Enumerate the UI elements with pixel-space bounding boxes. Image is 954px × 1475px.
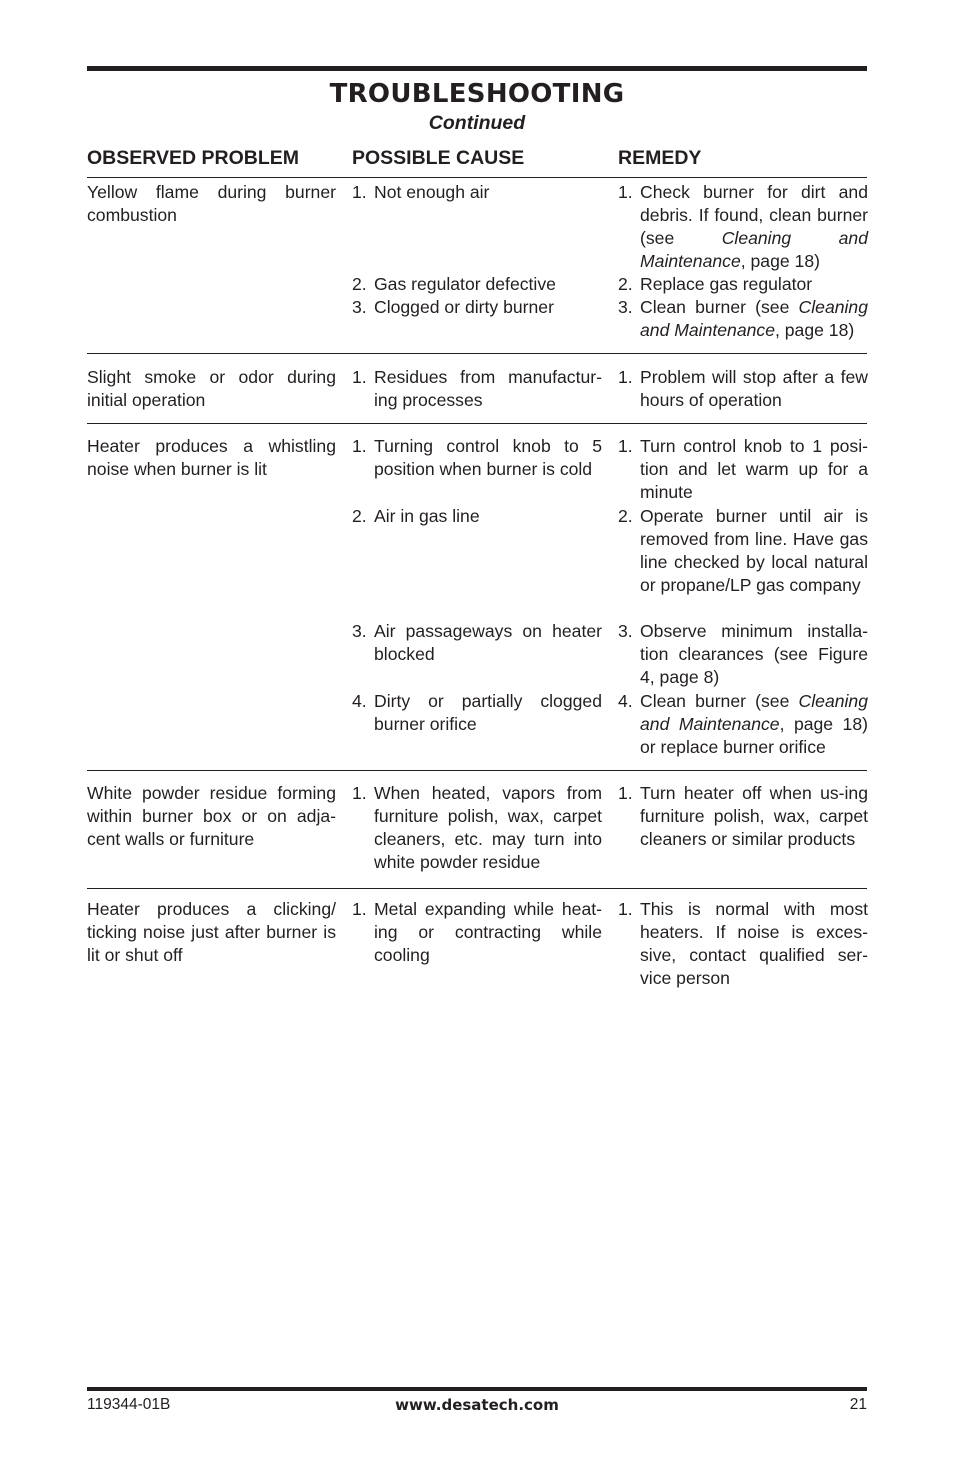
row-3-cause-4: 4. Dirty or partially clogged burner orifice: [352, 691, 602, 735]
row-1-remedy-1: 1. Check burner for dirt and debris. If found, clean burner (see Cleaning and Maintenance, page 18): [618, 182, 868, 272]
footer-rule: [87, 1387, 867, 1391]
row-separator: [87, 770, 867, 771]
header-rule: [87, 177, 867, 178]
page-number: 21: [849, 1396, 867, 1413]
row-separator: [87, 888, 867, 889]
row-4-problem: White powder residue forming within burner box or on adja-cent walls or furniture: [87, 783, 336, 850]
row-5-cause-1: 1. Metal expanding while heat-ing or contracting while cooling: [352, 899, 602, 966]
table-header: [87, 147, 867, 173]
column-header-cause: POSSIBLE CAUSE: [352, 147, 525, 169]
row-1-remedy-2: 2. Replace gas regulator: [618, 274, 813, 294]
row-1-remedy-3: 3. Clean burner (see Cleaning and Maintenance, page 18): [618, 297, 868, 341]
row-separator: [87, 423, 867, 424]
page-title: TROUBLESHOOTING: [329, 79, 625, 109]
row-1-cause-1: 1. Not enough air: [352, 182, 490, 202]
row-separator: [87, 353, 867, 354]
column-header-problem: OBSERVED PROBLEM: [87, 147, 300, 169]
row-2-problem: Slight smoke or odor during initial operation: [87, 367, 336, 411]
row-3-remedy-1: 1. Turn control knob to 1 posi-tion and let warm up for a minute: [618, 436, 868, 503]
row-3-remedy-2: 2. Operate burner until air is removed from line. Have gas line checked by local natural or propane/LP gas company: [618, 506, 868, 596]
row-4-cause-1: 1. When heated, vapors from furniture polish, wax, carpet cleaners, etc. may turn into white powder residue: [352, 783, 602, 873]
row-2-cause-1: 1. Residues from manufactur-ing processes: [352, 367, 602, 411]
row-1-problem: Yellow flame during burner combustion: [87, 182, 336, 226]
row-1-cause-2: 2. Gas regulator defective: [352, 274, 556, 294]
row-3-problem: Heater produces a whistling noise when burner is lit: [87, 436, 336, 480]
row-1-cause-3: 3. Clogged or dirty burner: [352, 297, 554, 317]
row-5-remedy-1: 1. This is normal with most heaters. If noise is exces-sive, contact qualified ser-vice person: [618, 899, 868, 989]
row-3-cause-3: 3. Air passageways on heater blocked: [352, 621, 602, 665]
website-link[interactable]: www.desatech.com: [395, 1396, 559, 1414]
row-3-remedy-4: 4. Clean burner (see Cleaning and Maintenance, page 18) or replace burner orifice: [618, 691, 868, 758]
row-3-cause-2: 2. Air in gas line: [352, 506, 480, 526]
document-number: 119344-01B: [87, 1396, 171, 1413]
page-subtitle: Continued: [428, 112, 526, 134]
top-rule: [87, 66, 867, 71]
row-3-remedy-3: 3. Observe minimum installa-tion clearances (see Figure 4, page 8): [618, 621, 868, 688]
row-3-cause-1: 1. Turning control knob to 5 position when burner is cold: [352, 436, 602, 480]
row-2-remedy-1: 1. Problem will stop after a few hours of operation: [618, 367, 868, 411]
row-4-remedy-1: 1. Turn heater off when us-ing furniture polish, wax, carpet cleaners or similar products: [618, 783, 868, 850]
row-5-problem: Heater produces a clicking/ ticking noise just after burner is lit or shut off: [87, 899, 336, 966]
column-header-remedy: REMEDY: [618, 147, 702, 169]
